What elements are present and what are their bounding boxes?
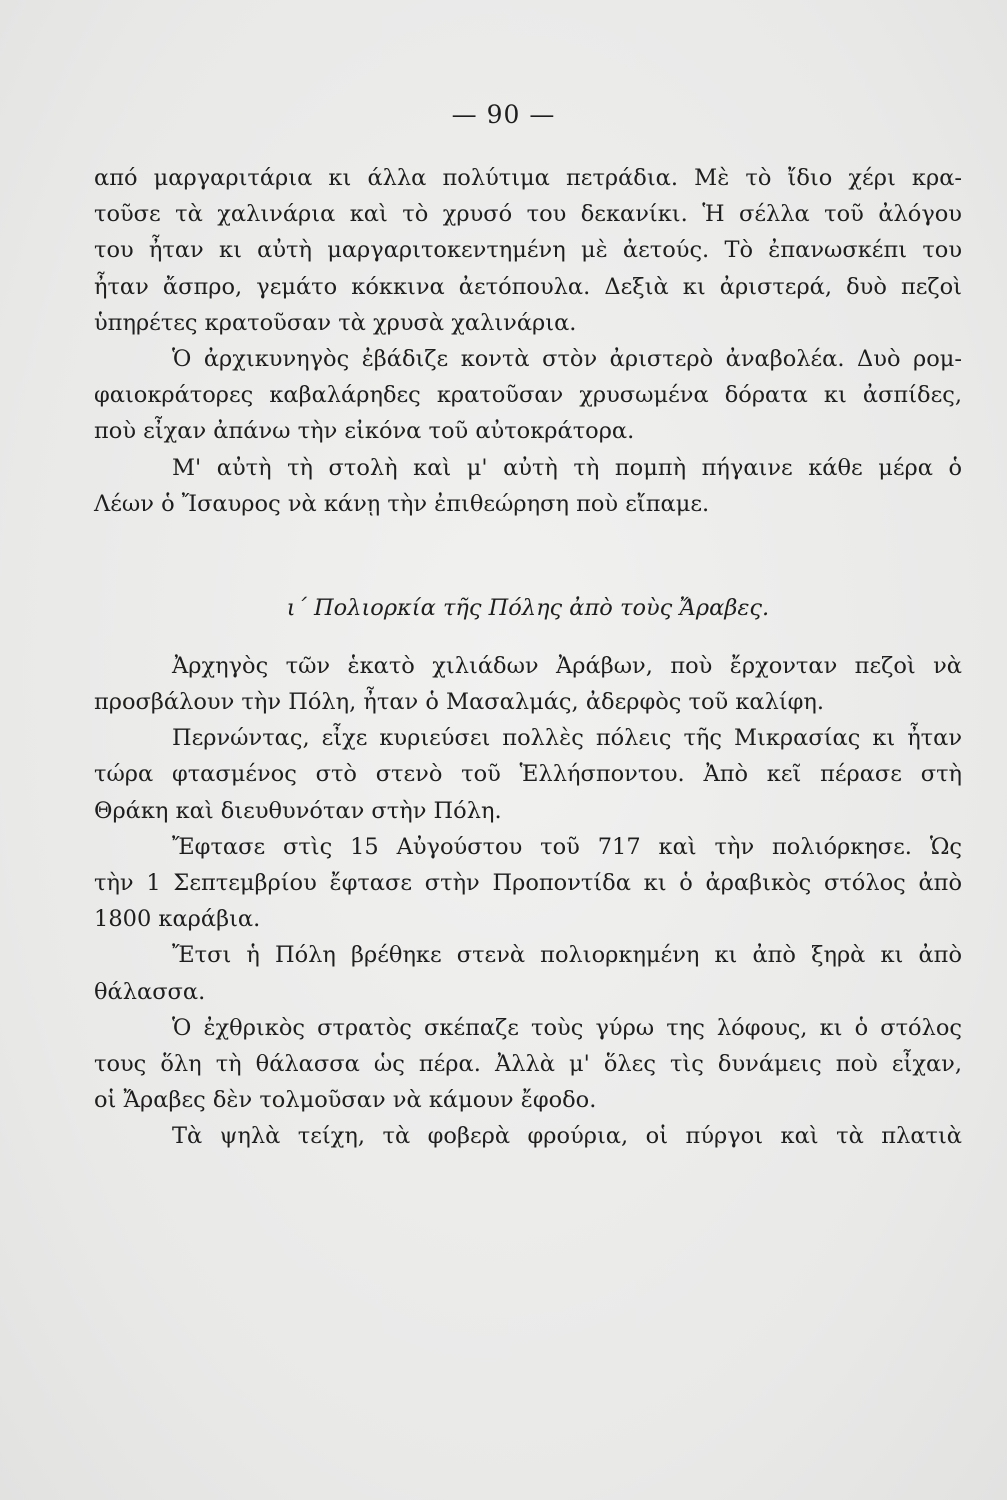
text-line: 1800 καράβια. [94, 906, 261, 933]
text-line: Τὰ ψηλὰ τείχη, τὰ φοβερὰ φρούρια, οἱ πύργοι καὶ τὰ πλατιὰ [172, 1123, 962, 1150]
text-line: ποὺ εἶχαν ἀπάνω τὴν εἰκόνα τοῦ αὐτοκράτορα. [94, 418, 635, 445]
text-line: τώρα φτασμένος στὸ στενὸ τοῦ Ἑλλήσποντου. Ἀπὸ κεῖ πέρασε στὴ [94, 761, 962, 788]
text-line: τους ὅλη τὴ θάλασσα ὡς πέρα. Ἀλλὰ μ' ὅλες τὶς δυνάμεις ποὺ εἶχαν, [94, 1050, 962, 1077]
section-heading: ι΄ Πολιορκία τῆς Πόλης ἀπὸ τοὺς Ἄραβες. [286, 594, 770, 621]
text-line: Ἔτσι ἡ Πόλη βρέθηκε στενὰ πολιορκημένη κι ἀπὸ ξηρὰ κι ἀπὸ [172, 942, 962, 969]
text-line: οἱ Ἄραβες δὲν τολμοῦσαν νὰ κάμουν ἔφοδο. [94, 1087, 597, 1114]
text-line: θάλασσα. [94, 978, 206, 1005]
page-number: — 90 — [451, 100, 556, 129]
text-line: προσβάλουν τὴν Πόλη, ἦταν ὁ Μασαλμάς, ἀδερφὸς τοῦ καλίφη. [94, 689, 825, 716]
text-line: Ἀρχηγὸς τῶν ἑκατὸ χιλιάδων Ἀράβων, ποὺ ἔρχονταν πεζοὶ νὰ [172, 652, 962, 679]
text-line: από μαργαριτάρια κι άλλα πολύτιμα πετράδια. Μὲ τὸ ἴδιο χέρι κρα- [94, 165, 962, 191]
text-line: του ἦταν κι αὐτὴ μαργαριτοκεντημένη μὲ ἀετούς. Τὸ ἐπανωσκέπι του [94, 237, 962, 264]
text-line: Περνώντας, εἶχε κυριεύσει πολλὲς πόλεις τῆς Μικρασίας κι ἦταν [172, 725, 962, 752]
text-line: φαιοκράτορες καβαλάρηδες κρατοῦσαν χρυσωμένα δόρατα κι ἀσπίδες, [94, 382, 962, 409]
text-body [94, 160, 962, 1155]
text-line: Λέων ὁ Ἴσαυρος νὰ κάνῃ τὴν ἐπιθεώρηση ποὺ εἴπαμε. [94, 490, 710, 517]
text-line: ἦταν ἄσπρο, γεμάτο κόκκινα ἀετόπουλα. Δεξιὰ κι ἀριστερά, δυὸ πεζοὶ [94, 273, 962, 300]
text-line: τοῦσε τὰ χαλινάρια καὶ τὸ χρυσό του δεκανίκι. Ἡ σέλλα τοῦ ἀλόγου [94, 201, 962, 228]
text-line: Θράκη καὶ διευθυνόταν στὴν Πόλη. [94, 797, 502, 824]
text-line: Μ' αὐτὴ τὴ στολὴ καὶ μ' αὐτὴ τὴ πομπὴ πήγαινε κάθε μέρα ὁ [172, 454, 962, 481]
text-line: Ὁ ἀρχικυνηγὸς ἐβάδιζε κοντὰ στὸν ἀριστερὸ ἀναβολέα. Δυὸ ρομ- [172, 345, 962, 372]
text-line: Ἔφτασε στὶς 15 Αὐγούστου τοῦ 717 καὶ τὴν πολιόρκησε. Ὡς [172, 833, 962, 860]
text-line: ὑπηρέτες κρατοῦσαν τὰ χρυσὰ χαλινάρια. [94, 309, 577, 336]
text-line: Ὁ ἐχθρικὸς στρατὸς σκέπαζε τοὺς γύρω της λόφους, κι ὁ στόλος [172, 1014, 962, 1041]
text-line: τὴν 1 Σεπτεμβρίου ἔφτασε στὴν Προποντίδα κι ὁ ἀραβικὸς στόλος ἀπὸ [94, 870, 962, 896]
